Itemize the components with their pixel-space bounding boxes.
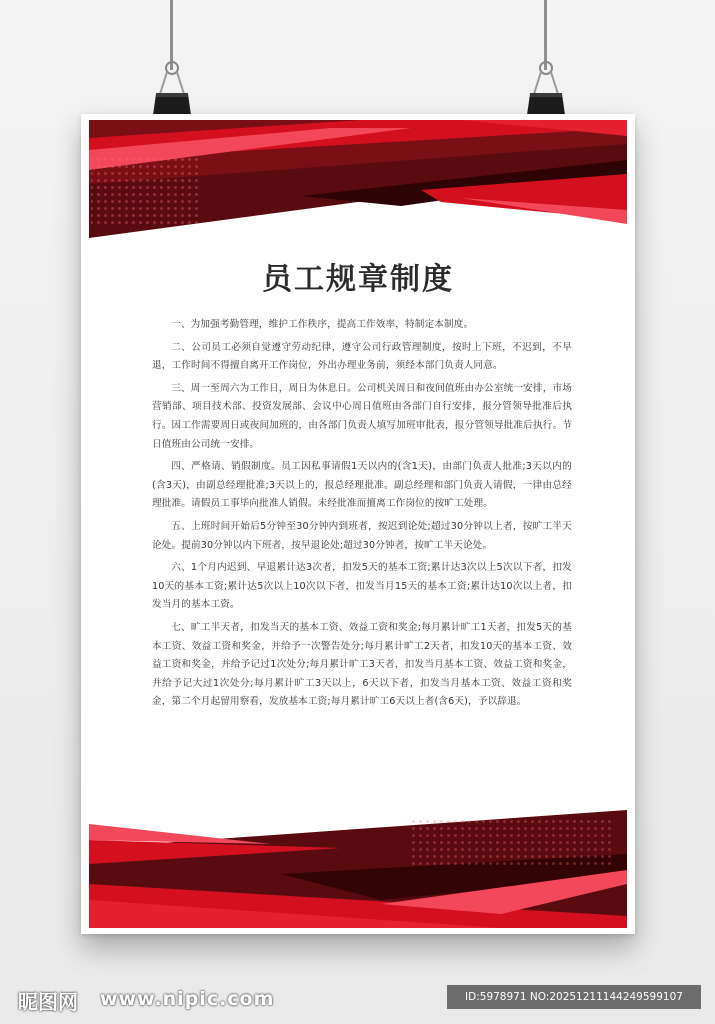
binder-clip-right-icon	[522, 60, 570, 122]
nipic-site-url: www.nipic.com	[100, 988, 275, 1010]
bottom-decoration	[81, 804, 635, 934]
regulation-paragraph: 六、1个月内迟到、早退累计达3次者，扣发5天的基本工资;累计达3次以上5次以下者，扣发10天的基本工资;累计达5次以上10次以下者，扣发当月15天的基本工资;累计达10次以上者，扣发当月的基本工资。	[152, 562, 572, 611]
regulation-paragraph: 一、为加强考勤管理，维护工作秩序，提高工作效率，特制定本制度。	[171, 319, 474, 330]
image-id-badge: ID:5978971 NO:20251211144249599107	[447, 985, 701, 1009]
nipic-logo: 昵图网	[18, 990, 78, 1014]
regulation-paragraph: 二、公司员工必须自觉遵守劳动纪律，遵守公司行政管理制度，按时上下班，不迟到，不早退，工作时间不得擅自离开工作岗位，外出办理业务前，须经本部门负责人同意。	[152, 341, 572, 372]
top-decoration	[81, 114, 635, 244]
poster-sheet	[81, 114, 635, 934]
regulation-paragraph: 四、严格请、销假制度。员工因私事请假1天以内的(含1天)，由部门负责人批准;3天以内的(含3天)，由副总经理批准;3天以上的，报总经理批准。副总经理和部门负责人请假，一律由总经理批准。请假员工事毕向批准人销假。未经批准而擅离工作岗位的按旷工处理。	[152, 461, 572, 510]
regulation-paragraph: 三、周一至周六为工作日，周日为休息日。公司机关周日和夜间值班由办公室统一安排，市场营销部、项目技术部、投资发展部、会议中心周日值班由各部门自行安排，报分管领导批准后执行。因工作需要周日或夜间加班的，由各部门负责人填写加班审批表，报分管领导批准后执行。节日值班由公司统一安排。	[152, 382, 572, 450]
binder-clip-left-icon	[148, 60, 196, 122]
regulation-body	[152, 316, 572, 716]
regulation-paragraph: 五、上班时间开始后5分钟至30分钟内到班者，按迟到论处;超过30分钟以上者，按旷工半天论处。提前30分钟以内下班者，按早退论处;超过30分钟者，按旷工半天论处。	[152, 520, 572, 551]
regulation-paragraph: 七、旷工半天者，扣发当天的基本工资、效益工资和奖金;每月累计旷工1天者，扣发5天的基本工资、效益工资和奖金，并给予一次警告处分;每月累计旷工2天者，扣发10天的基本工资、效益工资和奖金，并给予记过1次处分;每月累计旷工3天者，扣发当月基本工资、效益工资和奖金，并给予记大过1次处分;每月累计旷工3天以上，6天以下者，扣发当月基本工资、效益工资和奖金，第二个月起留用察看，发放基本工资;每月累计旷工6天以上者(含6天)，予以辞退。	[152, 621, 572, 708]
page-title: 员工规章制度	[262, 262, 454, 297]
